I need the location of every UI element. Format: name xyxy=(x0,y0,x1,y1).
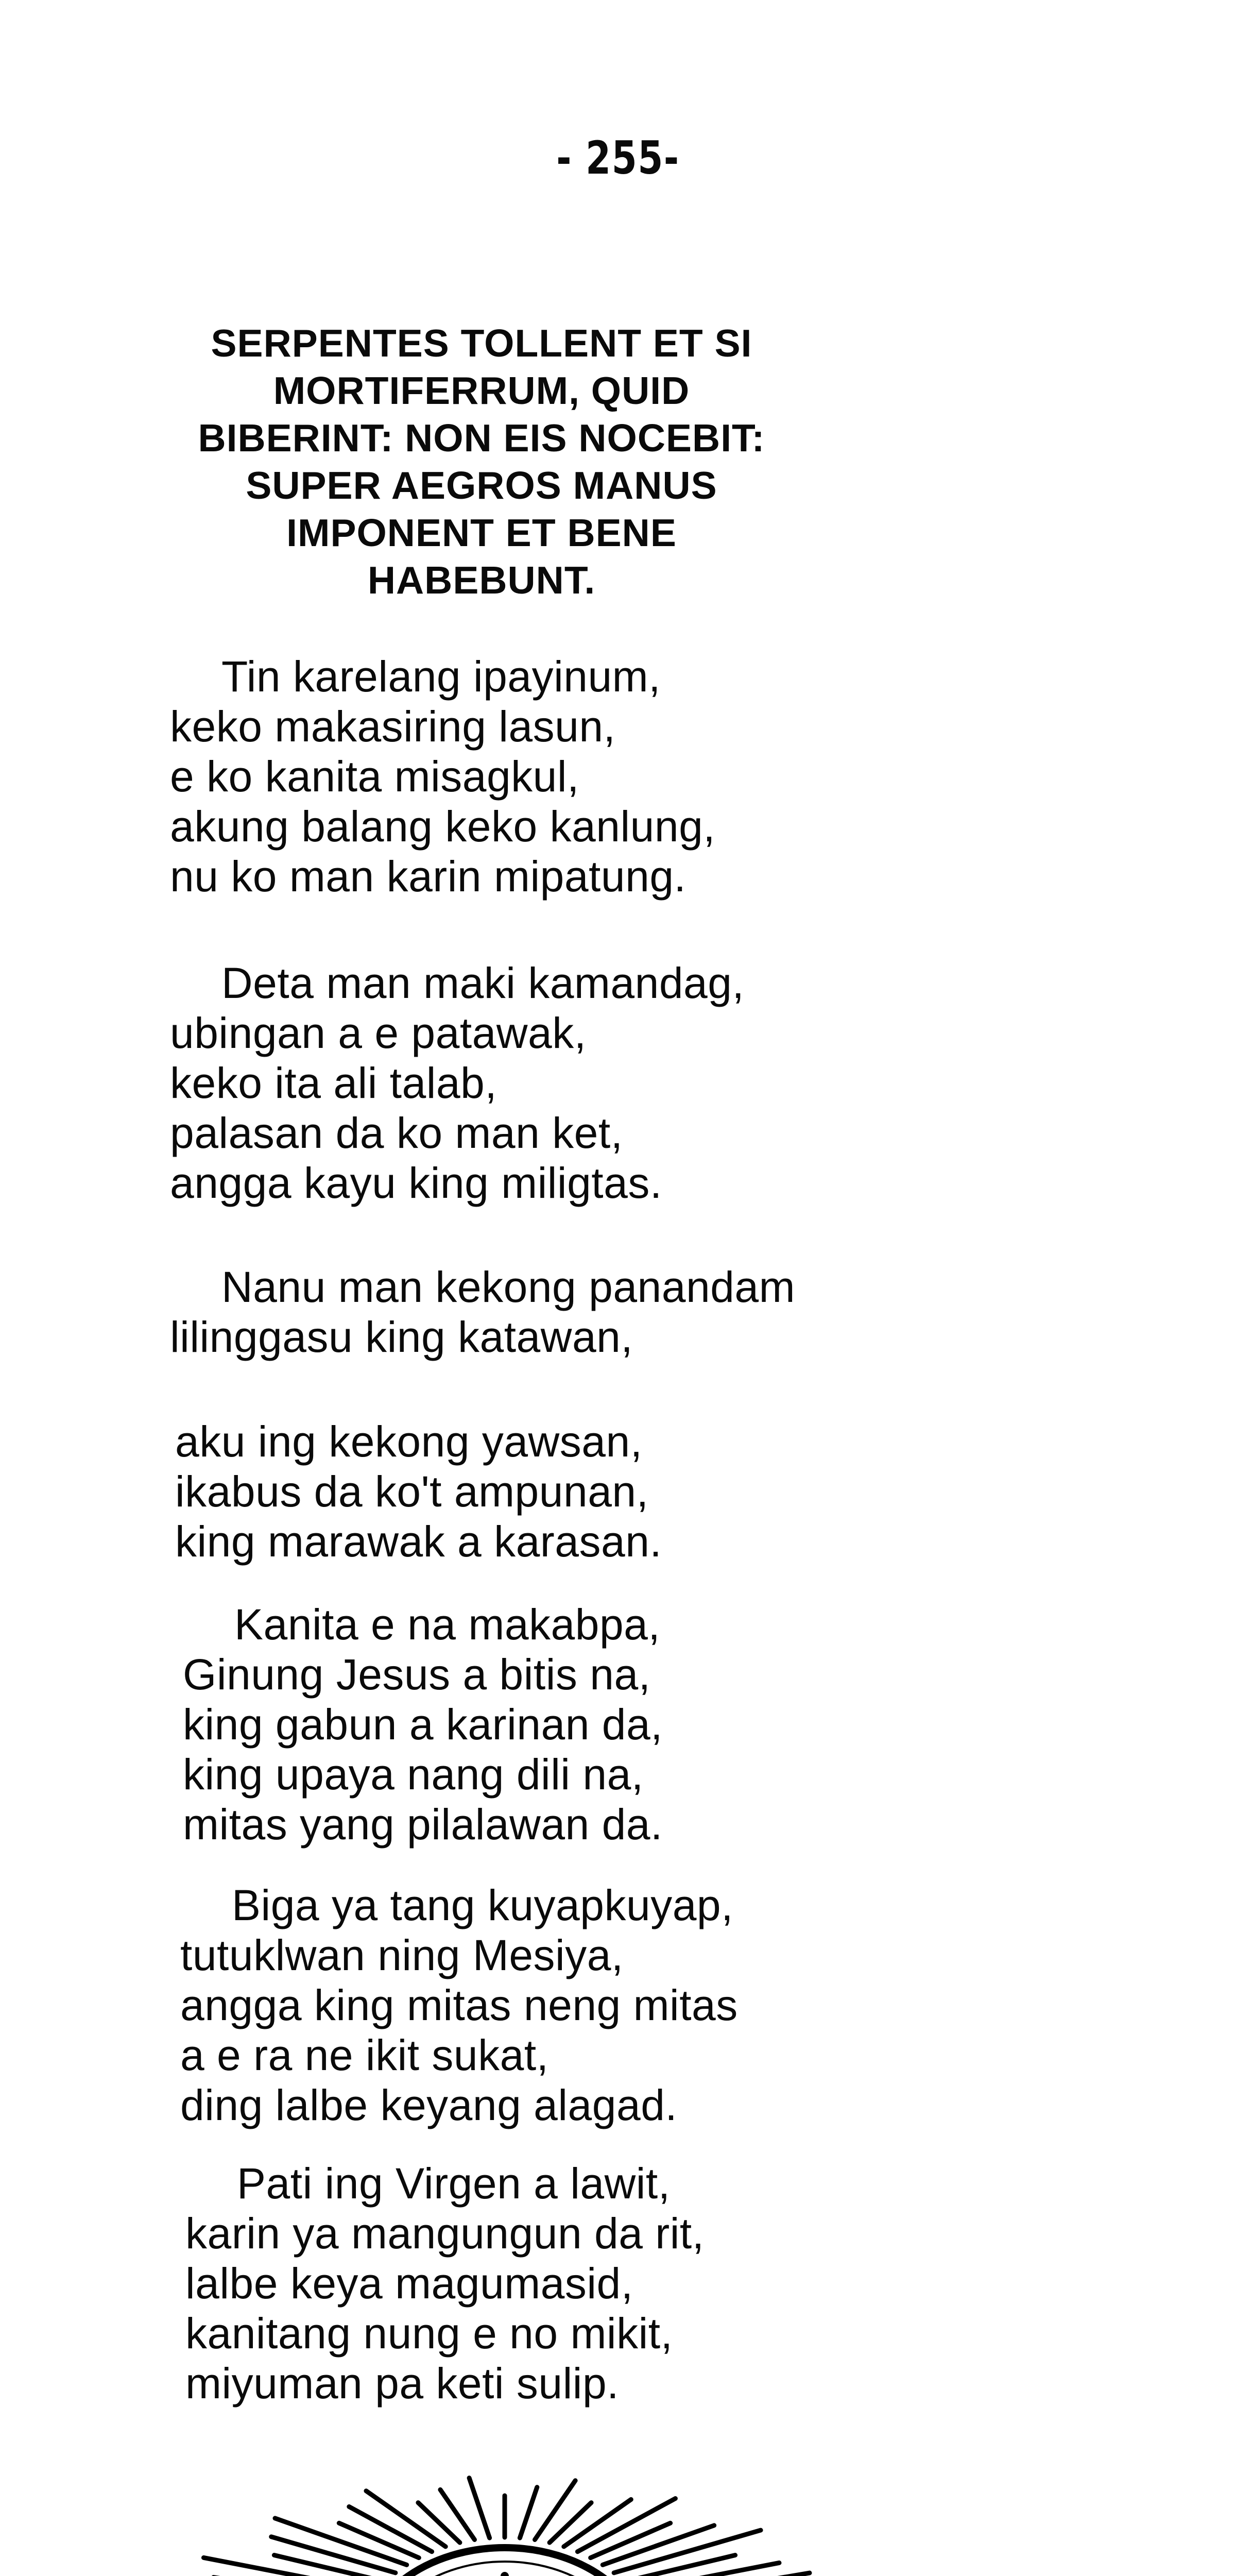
verse-line: e ko kanita misagkul, xyxy=(170,752,579,801)
page-number: - 255- xyxy=(556,131,680,184)
verse-line: angga kayu king miligtas. xyxy=(170,1159,662,1207)
stanza-3 xyxy=(170,1262,1045,1362)
heading-line: SERPENTES TOLLENT ET SI xyxy=(211,321,752,365)
verse-line: king gabun a karinan da, xyxy=(183,1700,663,1749)
verse-line: tutuklwan ning Mesiya, xyxy=(180,1931,624,1979)
verse-line: ubingan a e patawak, xyxy=(170,1009,587,1057)
latin-heading xyxy=(129,319,834,604)
verse-line: Deta man maki kamandag, xyxy=(221,959,745,1007)
heading-line: HABEBUNT. xyxy=(367,558,596,602)
verse-line: ding lalbe keyang alagad. xyxy=(180,2081,678,2129)
verse-line: Kanita e na makabpa, xyxy=(234,1600,661,1649)
verse-line: aku ing kekong yawsan, xyxy=(175,1417,643,1466)
verse-line: nu ko man karin mipatung. xyxy=(170,852,686,901)
verse-line: Biga ya tang kuyapkuyap, xyxy=(232,1881,733,1929)
heading-line: MORTIFERRUM, QUID xyxy=(273,369,690,412)
stanza-1 xyxy=(170,652,1045,902)
verse-line: angga king mitas neng mitas xyxy=(180,1981,738,2029)
stanza-6 xyxy=(185,2159,1061,2409)
verse-line: king upaya nang dili na, xyxy=(183,1750,644,1799)
heading-line: BIBERINT: NON EIS NOCEBIT: xyxy=(198,416,765,460)
verse-line: miyuman pa keti sulip. xyxy=(185,2359,620,2408)
verse-line: palasan da ko man ket, xyxy=(170,1109,623,1157)
verse-line: ikabus da ko't ampunan, xyxy=(175,1467,649,1516)
verse-line: Tin karelang ipayinum, xyxy=(221,652,661,701)
emblem-ray xyxy=(520,2487,537,2538)
verse-line: lilinggasu king katawan, xyxy=(170,1313,633,1361)
verse-line: keko ita ali talab, xyxy=(170,1059,497,1107)
verse-line: akung balang keko kanlung, xyxy=(170,802,716,851)
verse-line: karin ya mangungun da rit, xyxy=(185,2209,705,2258)
stanza-3-continued xyxy=(175,1417,1051,1567)
stanza-4 xyxy=(183,1600,1058,1850)
verse-line: mitas yang pilalawan da. xyxy=(183,1800,663,1849)
heading-line: IMPONENT ET BENE xyxy=(286,511,677,554)
emblem-ray xyxy=(440,2489,475,2539)
verse-line: keko makasiring lasun, xyxy=(170,702,616,751)
verse-line: Ginung Jesus a bitis na, xyxy=(183,1650,651,1699)
emblem-ray xyxy=(469,2478,490,2538)
verse-line: a e ra ne ikit sukat, xyxy=(180,2031,549,2079)
stanza-5 xyxy=(180,1880,1056,2130)
verse-line: kanitang nung e no mikit, xyxy=(185,2309,673,2358)
emblem-ray xyxy=(535,2481,576,2540)
sunburst-emblem-icon xyxy=(196,2473,814,2576)
stanza-2 xyxy=(170,958,1045,1208)
verse-line: Nanu man kekong panandam xyxy=(221,1263,796,1311)
verse-line: lalbe keya magumasid, xyxy=(185,2259,633,2308)
heading-line: SUPER AEGROS MANUS xyxy=(246,464,717,507)
verse-line: Pati ing Virgen a lawit, xyxy=(237,2159,671,2208)
verse-line: king marawak a karasan. xyxy=(175,1517,662,1566)
